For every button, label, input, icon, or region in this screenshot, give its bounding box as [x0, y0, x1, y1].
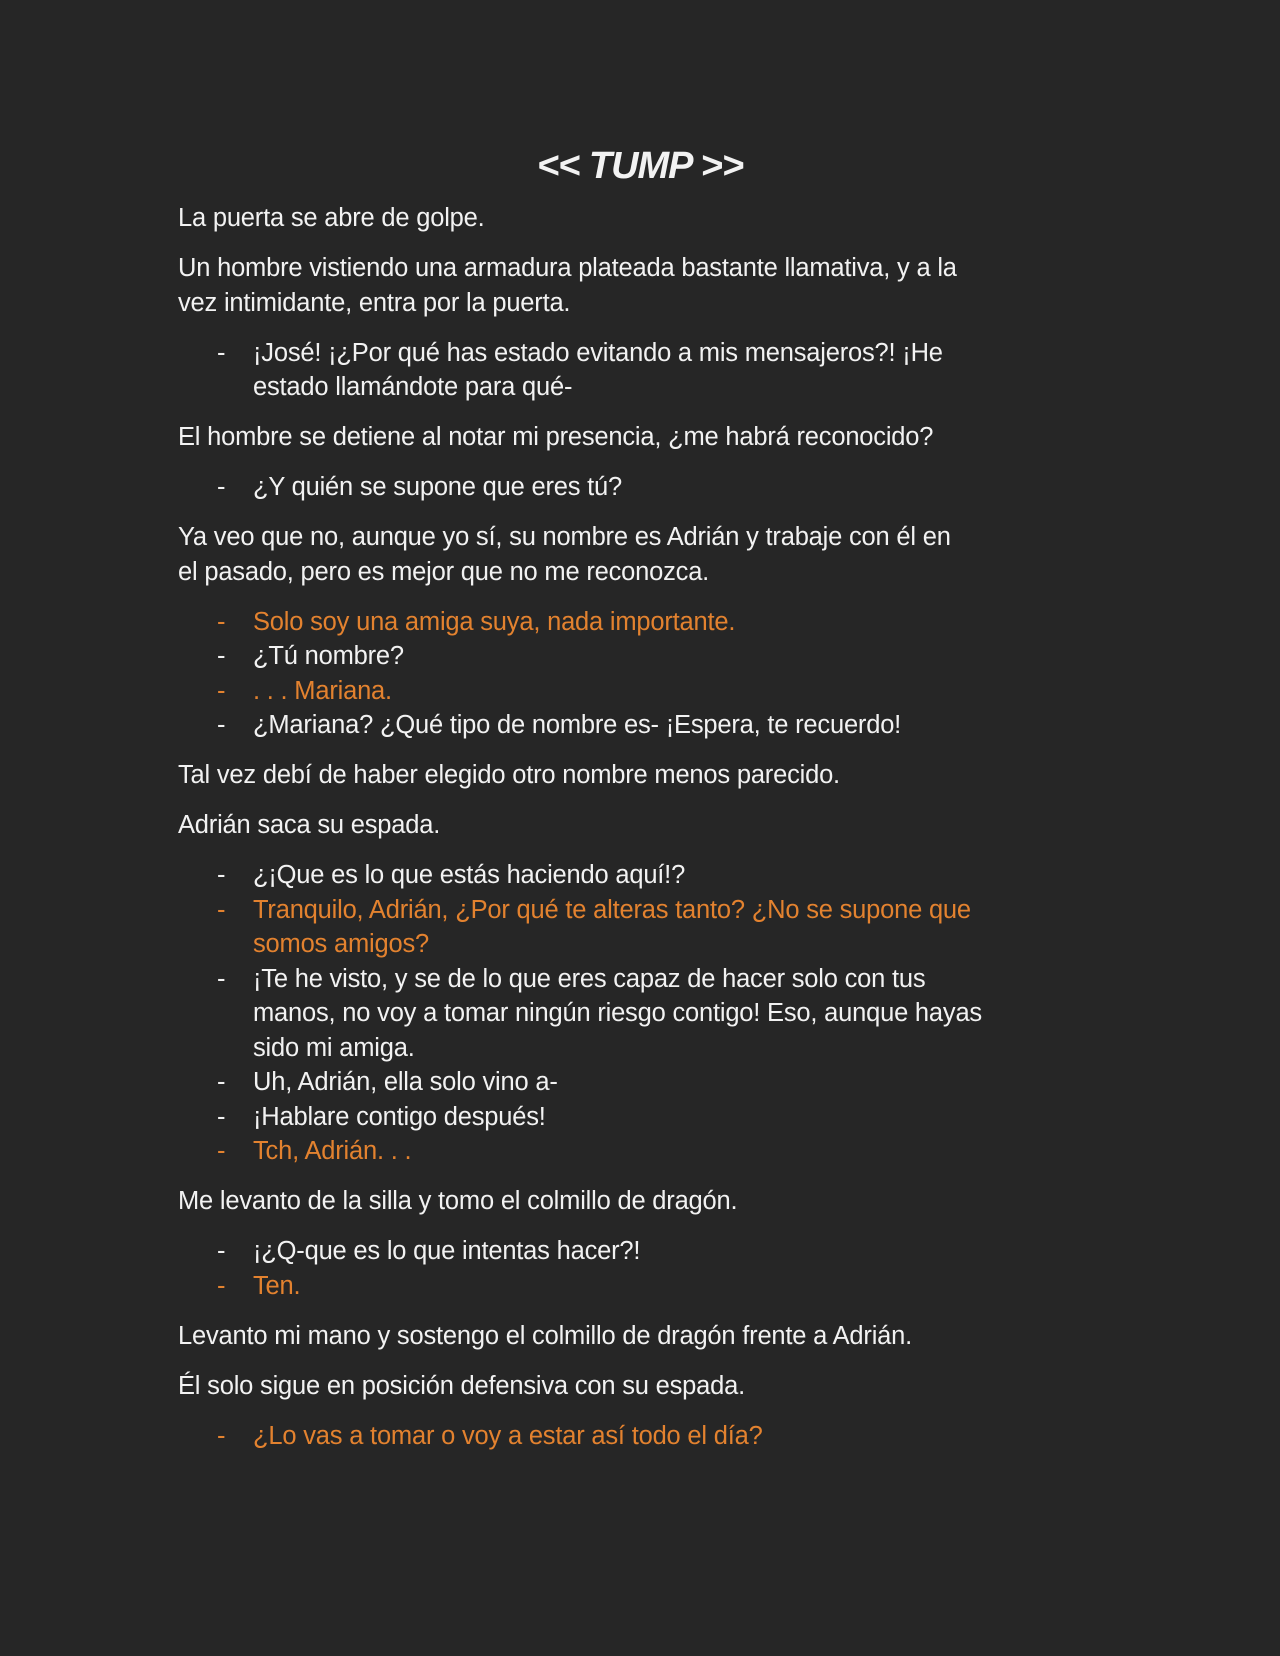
chapter-title: << TUMP >>	[536, 145, 744, 187]
text-line: Ya veo que no, aunque yo sí, su nombre es Adrián y trabaje con él en	[178, 523, 951, 551]
text-line: somos amigos?	[253, 930, 429, 958]
text-line: Solo soy una amiga suya, nada importante.	[253, 607, 736, 636]
text-line: . . . Mariana.	[253, 676, 392, 705]
text-line: ¿Y quién se supone que eres tú?	[253, 473, 623, 501]
text-line: ¿¡Que es lo que estás haciendo aquí!?	[253, 861, 686, 889]
text-line: Levanto mi mano y sostengo el colmillo de dragón frente a Adrián.	[178, 1321, 913, 1350]
dialogue-line-other	[178, 858, 1118, 893]
narration-paragraph	[178, 1319, 1118, 1354]
text-line: Tal vez debí de haber elegido otro nombre menos parecido.	[178, 761, 840, 789]
text-line: manos, no voy a tomar ningún riesgo contigo! Eso, aunque hayas	[253, 999, 982, 1027]
dialogue-line-narrator	[178, 674, 1118, 709]
dash-bullet: -	[217, 338, 226, 367]
text-line: Me levanto de la silla y tomo el colmillo de dragón.	[178, 1187, 738, 1215]
narration-paragraph	[178, 1369, 1118, 1404]
dash-bullet: -	[217, 895, 226, 924]
dialogue-line-other	[178, 470, 1118, 505]
narration-paragraph	[178, 1184, 1118, 1219]
dash-bullet: -	[217, 1137, 226, 1165]
dash-bullet: -	[217, 676, 226, 705]
dialogue-list	[178, 1419, 1118, 1454]
dialogue-list	[178, 336, 1118, 405]
dialogue-list	[178, 858, 1118, 1169]
dash-bullet: -	[217, 607, 226, 636]
dash-bullet: -	[217, 642, 226, 670]
text-line: El hombre se detiene al notar mi presencia, ¿me habrá reconocido?	[178, 423, 934, 451]
text-line: el pasado, pero es mejor que no me reconozca.	[178, 557, 710, 586]
narration-paragraph	[178, 251, 1118, 320]
text-line: Él solo sigue en posición defensiva con su espada.	[178, 1371, 745, 1400]
narration-paragraph	[178, 201, 1118, 236]
text-line: ¡Te he visto, y se de lo que eres capaz de hacer solo con tus	[253, 964, 926, 993]
text-line: Tranquilo, Adrián, ¿Por qué te alteras tanto? ¿No se supone que	[253, 895, 971, 924]
dialogue-line-narrator	[178, 1134, 1118, 1169]
dialogue-list	[178, 1234, 1118, 1303]
story-content	[178, 201, 1118, 1469]
dash-bullet: -	[217, 473, 226, 501]
dash-bullet: -	[217, 861, 226, 889]
text-line: Un hombre vistiendo una armadura plateada bastante llamativa, y a la	[178, 254, 957, 282]
dialogue-line-other	[178, 962, 1118, 1066]
narration-paragraph	[178, 758, 1118, 793]
dash-bullet: -	[217, 711, 226, 739]
text-line: Adrián saca su espada.	[178, 811, 441, 839]
text-line: vez intimidante, entra por la puerta.	[178, 288, 571, 317]
dialogue-line-other	[178, 639, 1118, 674]
dialogue-line-other	[178, 708, 1118, 743]
dash-bullet: -	[217, 1271, 226, 1300]
text-line: ¿Lo vas a tomar o voy a estar así todo el día?	[253, 1421, 763, 1450]
text-line: Uh, Adrián, ella solo vino a-	[253, 1068, 558, 1096]
narration-paragraph	[178, 520, 1118, 589]
text-line: ¡José! ¡¿Por qué has estado evitando a mis mensajeros?! ¡He	[253, 338, 943, 367]
narration-paragraph	[178, 808, 1118, 843]
dash-bullet: -	[217, 1237, 226, 1265]
dialogue-line-other	[178, 1234, 1118, 1269]
text-line: Tch, Adrián. . .	[253, 1137, 412, 1165]
text-line: ¡¿Q-que es lo que intentas hacer?!	[253, 1237, 641, 1265]
narration-paragraph	[178, 420, 1118, 455]
dialogue-line-narrator	[178, 1269, 1118, 1304]
dialogue-list	[178, 470, 1118, 505]
dialogue-line-narrator	[178, 605, 1118, 640]
text-line: Ten.	[253, 1271, 301, 1300]
dialogue-line-other	[178, 1100, 1118, 1135]
dialogue-line-narrator	[178, 1419, 1118, 1454]
text-line: ¡Hablare contigo después!	[253, 1102, 546, 1131]
dash-bullet: -	[217, 964, 226, 993]
text-line: La puerta se abre de golpe.	[178, 204, 485, 232]
dialogue-list	[178, 605, 1118, 743]
text-line: estado llamándote para qué-	[253, 373, 573, 401]
text-line: ¿Mariana? ¿Qué tipo de nombre es- ¡Espera, te recuerdo!	[253, 711, 902, 739]
text-line: sido mi amiga.	[253, 1033, 415, 1062]
dialogue-line-other	[178, 336, 1118, 405]
dash-bullet: -	[217, 1068, 226, 1096]
dash-bullet: -	[217, 1421, 226, 1450]
dash-bullet: -	[217, 1102, 226, 1131]
text-line: ¿Tú nombre?	[253, 642, 404, 670]
dialogue-line-narrator	[178, 893, 1118, 962]
dialogue-line-other	[178, 1065, 1118, 1100]
